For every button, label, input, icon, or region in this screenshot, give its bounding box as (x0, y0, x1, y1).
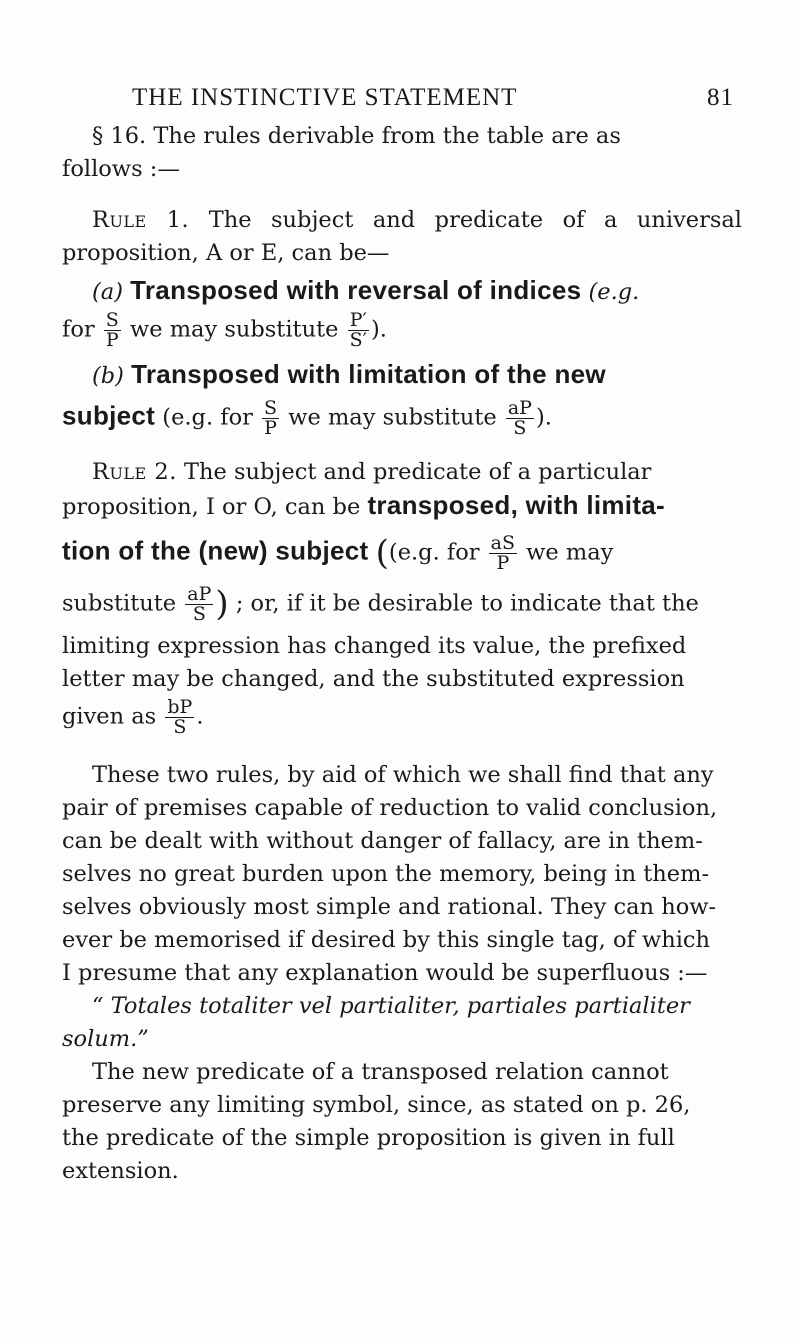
fraction-s-over-p: $\frac{S}{P}$ (105, 309, 119, 351)
fraction-p-prime-over-s-prime: $\frac{P'}{S'}$ (349, 309, 367, 351)
running-head (62, 78, 742, 118)
rule-2-line-4: substitute $\frac{aP}{S}$ ) ; or, if it be desirable to indicate that the (62, 583, 699, 625)
closing-paragraph: These two rules, by aid of which we shall find that any (92, 762, 714, 788)
rule-2-given: given as $\frac{bP}{S}$ . (62, 696, 204, 738)
final-paragraph: The new predicate of a transposed relation cannot (92, 1059, 669, 1085)
rule-1-paragraph: Rule 1. The subject and predicate of a universal proposition, A or E, can be— (62, 207, 743, 266)
rule-2-label: Rule 2. (92, 459, 177, 485)
rule-2-line-3: tion of the (new) subject ((e.g. for $\frac{aS}{P}$ we may (62, 532, 614, 574)
rule-1b: (b) Transposed with limitation of the new (92, 359, 606, 389)
rule-1-label: Rule 1. (92, 207, 190, 233)
rule-1b-heading: Transposed with limitation of the new (131, 359, 606, 389)
final-paragraph-body: preserve any limiting symbol, since, as stated on p. 26, the predicate of the simple proposition is given in full extension. (62, 1092, 691, 1184)
rule-2-line-2: proposition, I or O, can be transposed, with limita- (62, 490, 666, 520)
fraction-bp-over-s: $\frac{bP}{S}$ (167, 696, 193, 738)
latin-tag-end: solum.” (62, 1026, 149, 1052)
closing-paragraph-body: pair of premises capable of reduction to valid conclusion, can be dealt with without danger of fallacy, are in them- selves no great burden upon the memory, being in them- selves obviously most simple and rational. They can how- ever be memorised if desired by this single tag, of which I presume that any explanation would be superfluous :— (62, 795, 718, 986)
running-title: THE INSTINCTIVE STATEMENT (132, 84, 518, 111)
rule-1a: (a) Transposed with reversal of indices (e.g. (92, 275, 640, 305)
section-number: § 16. (92, 123, 147, 149)
rule-1a-example: for $\frac{S}{P}$ we may substitute $\frac{P'}{S'}$ ). (62, 309, 387, 351)
intro-paragraph: § 16. The rules derivable from the table are as follows :— (62, 123, 621, 182)
page-number: 81 (707, 84, 734, 111)
rule-1b-example: subject (e.g. for $\frac{S}{P}$ we may substitute $\frac{aP}{S}$ ). (62, 397, 552, 439)
fraction-as-over-p: $\frac{aS}{P}$ (490, 532, 516, 574)
book-page (62, 78, 742, 1188)
rule-2-continuation: limiting expression has changed its value, the prefixed letter may be changed, and the substituted expression (62, 633, 687, 692)
latin-tag: “ Totales totaliter vel partialiter, partiales partialiter (92, 993, 690, 1019)
fraction-s-over-p: $\frac{S}{P}$ (264, 397, 278, 439)
fraction-ap-over-s: $\frac{aP}{S}$ (507, 397, 532, 439)
rule-1a-heading: Transposed with reversal of indices (130, 275, 582, 305)
rule-2-paragraph: Rule 2. The subject and predicate of a particular (92, 459, 652, 485)
fraction-ap-over-s: $\frac{aP}{S}$ (187, 583, 212, 625)
